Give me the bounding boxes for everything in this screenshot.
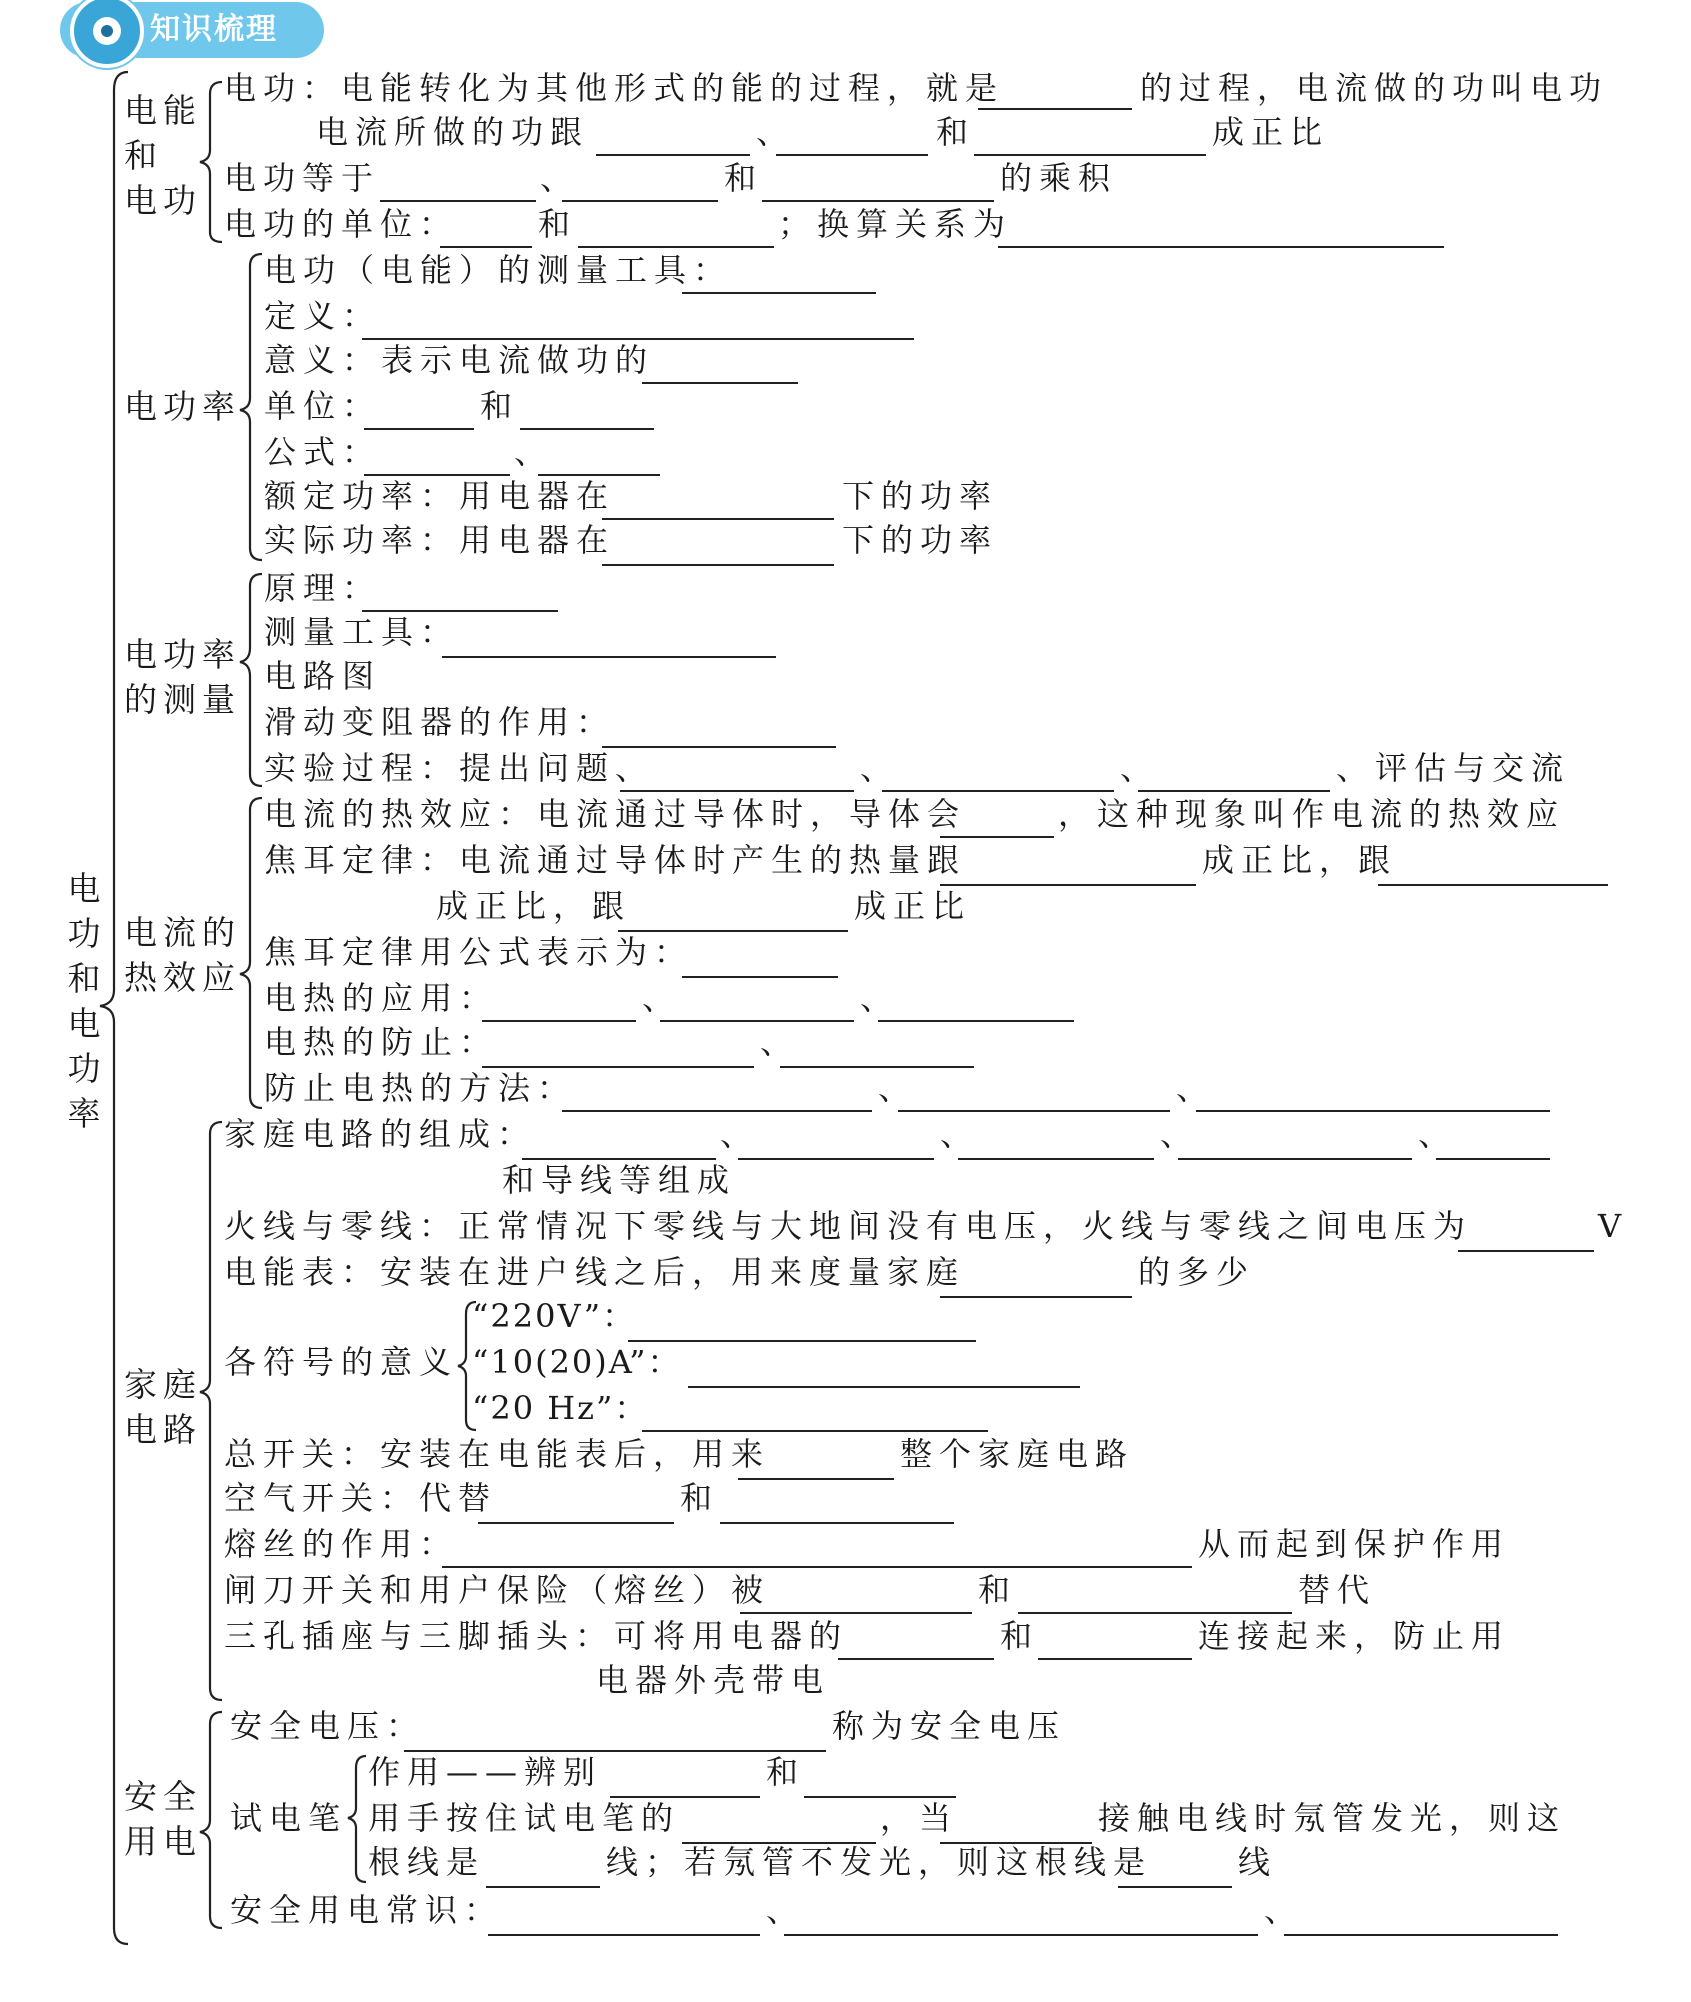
blank[interactable]: [738, 1158, 934, 1160]
blank[interactable]: [762, 200, 994, 202]
s5-line7a: 空气开关：代替: [224, 1479, 498, 1517]
s6-pen-line3a: 根线是: [368, 1843, 486, 1881]
s5-line1a: 家庭电路的组成：: [224, 1115, 537, 1153]
s5-line2: 和导线等组成: [502, 1161, 737, 1199]
blank[interactable]: [958, 1158, 1154, 1160]
s2-sep: 、: [514, 433, 554, 471]
s3-line2: 测量工具：: [264, 613, 460, 651]
s1-line3d: 的乘积: [1000, 159, 1118, 197]
s2-line6a: 额定功率：用电器在: [264, 477, 616, 515]
blank[interactable]: [562, 1110, 872, 1112]
blank[interactable]: [562, 200, 718, 202]
s5-line3a: 火线与零线：正常情况下零线与大地间没有电压，火线与零线之间电压为: [224, 1207, 1473, 1245]
s3-title: 电功率 的测量: [124, 635, 241, 719]
s2-line4a: 单位：: [264, 387, 382, 425]
s2-line3: 意义：表示电流做功的: [264, 341, 655, 379]
blank[interactable]: [940, 1296, 1132, 1298]
s3-line5a: 实验过程：提出问题、: [264, 749, 655, 787]
s2-line5a: 公式：: [264, 433, 382, 471]
blank[interactable]: [442, 656, 776, 658]
s5-line10a: 三孔插座与三脚插头：可将用电器的: [224, 1617, 849, 1655]
s2-line7a: 实际功率：用电器在: [264, 521, 616, 559]
blank[interactable]: [720, 1522, 954, 1524]
symbol-220v: “220V”：: [472, 1297, 637, 1335]
s1-and: 和: [724, 159, 764, 197]
s6-pen-title: 试电笔: [230, 1799, 348, 1837]
blank[interactable]: [364, 428, 474, 430]
s5-line6a: 总开关：安装在电能表后，用来: [224, 1435, 771, 1473]
blank[interactable]: [838, 1658, 994, 1660]
s4-line5a: 电热的应用：: [264, 979, 499, 1017]
blank[interactable]: [1458, 1250, 1594, 1252]
s6-title: 安全 用电: [124, 1777, 202, 1861]
s4-line1a: 电流的热效应：电流通过导体时，导体会: [264, 795, 967, 833]
blank[interactable]: [1196, 1110, 1550, 1112]
s6-and: 和: [766, 1753, 806, 1791]
s6-pen-line2b: ，当: [880, 1799, 959, 1837]
blank[interactable]: [780, 1066, 974, 1068]
s6-pen-line1a: 作用——辨别: [368, 1753, 603, 1791]
s5-sep: 、: [720, 1115, 760, 1153]
s4-line6a: 电热的防止：: [264, 1023, 499, 1061]
s2-line2: 定义：: [264, 297, 382, 335]
blank[interactable]: [898, 1110, 1170, 1112]
s4-line3b: 成正比: [854, 887, 972, 925]
blank[interactable]: [784, 1934, 1258, 1936]
s6-pen-line3b: 线；若氖管不发光，则这根线是: [606, 1843, 1153, 1881]
s5-line11: 电器外壳带电: [596, 1661, 831, 1699]
s5-line5: 各符号的意义: [224, 1343, 459, 1381]
s1-and: 和: [936, 113, 976, 151]
blank[interactable]: [740, 1612, 972, 1614]
blank[interactable]: [1118, 1886, 1232, 1888]
s5-sep: 、: [1160, 1115, 1200, 1153]
blank[interactable]: [602, 518, 834, 520]
blank[interactable]: [482, 1020, 636, 1022]
s1-sep: 、: [540, 159, 580, 197]
s3-sep: 、: [860, 749, 900, 787]
s2-line6b: 下的功率: [842, 477, 999, 515]
s2-line1: 电功（电能）的测量工具：: [264, 251, 733, 289]
s4-line3a: 成正比，跟: [436, 887, 632, 925]
s5-and: 和: [978, 1571, 1018, 1609]
s5-line6b: 整个家庭电路: [900, 1435, 1135, 1473]
s3-line3: 电路图: [264, 657, 382, 695]
s6-pen-line2a: 用手按住试电笔的: [368, 1799, 681, 1837]
blank[interactable]: [940, 836, 1054, 838]
s3-line1: 原理：: [264, 569, 382, 607]
s5-and: 和: [1000, 1617, 1040, 1655]
s4-line7a: 防止电热的方法：: [264, 1069, 577, 1107]
s4-sep: 、: [860, 979, 900, 1017]
s6-line1b: 称为安全电压: [832, 1707, 1067, 1745]
blank[interactable]: [688, 1386, 1080, 1388]
s3-line4: 滑动变阻器的作用：: [264, 703, 616, 741]
blank[interactable]: [642, 382, 798, 384]
blank[interactable]: [478, 1522, 674, 1524]
s4-title: 电流的 热效应: [124, 913, 241, 997]
blank[interactable]: [1038, 1658, 1192, 1660]
s5-title: 家庭 电路: [124, 1365, 202, 1449]
s6-line1a: 安全电压：: [230, 1707, 426, 1745]
blank[interactable]: [1436, 1158, 1550, 1160]
s2-title: 电功率: [124, 387, 241, 426]
blank[interactable]: [682, 292, 876, 294]
s5-line8a: 熔丝的作用：: [224, 1525, 459, 1563]
blank[interactable]: [596, 154, 750, 156]
s1-line1a: 电功：电能转化为其他形式的能的过程，就是: [224, 69, 1005, 107]
blank[interactable]: [998, 246, 1444, 248]
s3-line5d: 、评估与交流: [1336, 749, 1571, 787]
s5-sep: 、: [940, 1115, 980, 1153]
s2-line7b: 下的功率: [842, 521, 999, 559]
s1-sep: 、: [756, 113, 796, 151]
blank[interactable]: [776, 154, 928, 156]
blank[interactable]: [1378, 884, 1608, 886]
s1-title: 电能 和 电功: [124, 91, 202, 220]
blank[interactable]: [520, 428, 654, 430]
section-title: 知识梳理: [150, 12, 278, 47]
s4-sep: 、: [878, 1069, 918, 1107]
s6-pen-line2c: 接触电线时氖管发光，则这: [1098, 1799, 1567, 1837]
s4-line2a: 焦耳定律：电流通过导体时产生的热量跟: [264, 841, 967, 879]
blank[interactable]: [660, 1020, 854, 1022]
s5-line3b: V: [1598, 1207, 1629, 1245]
blank[interactable]: [1018, 1612, 1292, 1614]
blank[interactable]: [380, 200, 536, 202]
symbol-current: “10(20)A”：: [472, 1343, 682, 1381]
s6-sep: 、: [1264, 1891, 1304, 1929]
s4-sep: 、: [760, 1023, 800, 1061]
blank[interactable]: [1284, 1934, 1558, 1936]
symbol-frequency: “20 Hz”：: [472, 1389, 649, 1427]
s5-line8b: 从而起到保护作用: [1198, 1525, 1511, 1563]
s4-line2b: 成正比，跟: [1202, 841, 1398, 879]
s2-and: 和: [480, 387, 520, 425]
blank[interactable]: [978, 108, 1132, 110]
blank[interactable]: [738, 1478, 894, 1480]
blank[interactable]: [1138, 790, 1330, 792]
s1-line3a: 电功等于: [224, 159, 381, 197]
s5-sep: 、: [1418, 1115, 1458, 1153]
s5-line10c: 连接起来，防止用: [1198, 1617, 1511, 1655]
s5-line9c: 替代: [1298, 1571, 1377, 1609]
s5-line9a: 闸刀开关和用户保险（熔丝）被: [224, 1571, 771, 1609]
s1-and: 和: [538, 205, 578, 243]
s1-line4a: 电功的单位：: [224, 205, 459, 243]
s6-pen-line3c: 线: [1238, 1843, 1278, 1881]
blank[interactable]: [1178, 1158, 1412, 1160]
s3-sep: 、: [1120, 749, 1160, 787]
blank[interactable]: [486, 1886, 600, 1888]
blank[interactable]: [578, 246, 774, 248]
s6-line2: 安全用电常识：: [230, 1891, 504, 1929]
blank[interactable]: [878, 1020, 1074, 1022]
s1-line1b: 的过程，电流做的功叫电功: [1140, 69, 1609, 107]
blank[interactable]: [642, 1430, 988, 1432]
s4-sep: 、: [1176, 1069, 1216, 1107]
s1-line2d: 成正比: [1212, 113, 1330, 151]
s5-line4b: 的多少: [1138, 1253, 1256, 1291]
blank[interactable]: [488, 1934, 760, 1936]
blank[interactable]: [682, 976, 838, 978]
s1-line4c: ；换算关系为: [778, 205, 1013, 243]
s4-sep: 、: [642, 979, 682, 1017]
s5-line4a: 电能表：安装在进户线之后，用来度量家庭: [224, 1253, 966, 1291]
blank[interactable]: [602, 564, 834, 566]
s4-line1b: ，这种现象叫作电流的热效应: [1058, 795, 1566, 833]
s4-line4: 焦耳定律用公式表示为：: [264, 933, 694, 971]
blank[interactable]: [974, 154, 1206, 156]
blank[interactable]: [620, 790, 854, 792]
blank[interactable]: [442, 1566, 1192, 1568]
s5-and: 和: [680, 1479, 720, 1517]
blank[interactable]: [440, 246, 532, 248]
blank[interactable]: [940, 884, 1196, 886]
root-title: 电功和电功率: [67, 869, 101, 1133]
s1-line2a: 电流所做的功跟: [316, 113, 590, 151]
blank[interactable]: [882, 790, 1114, 792]
s6-sep: 、: [766, 1891, 806, 1929]
